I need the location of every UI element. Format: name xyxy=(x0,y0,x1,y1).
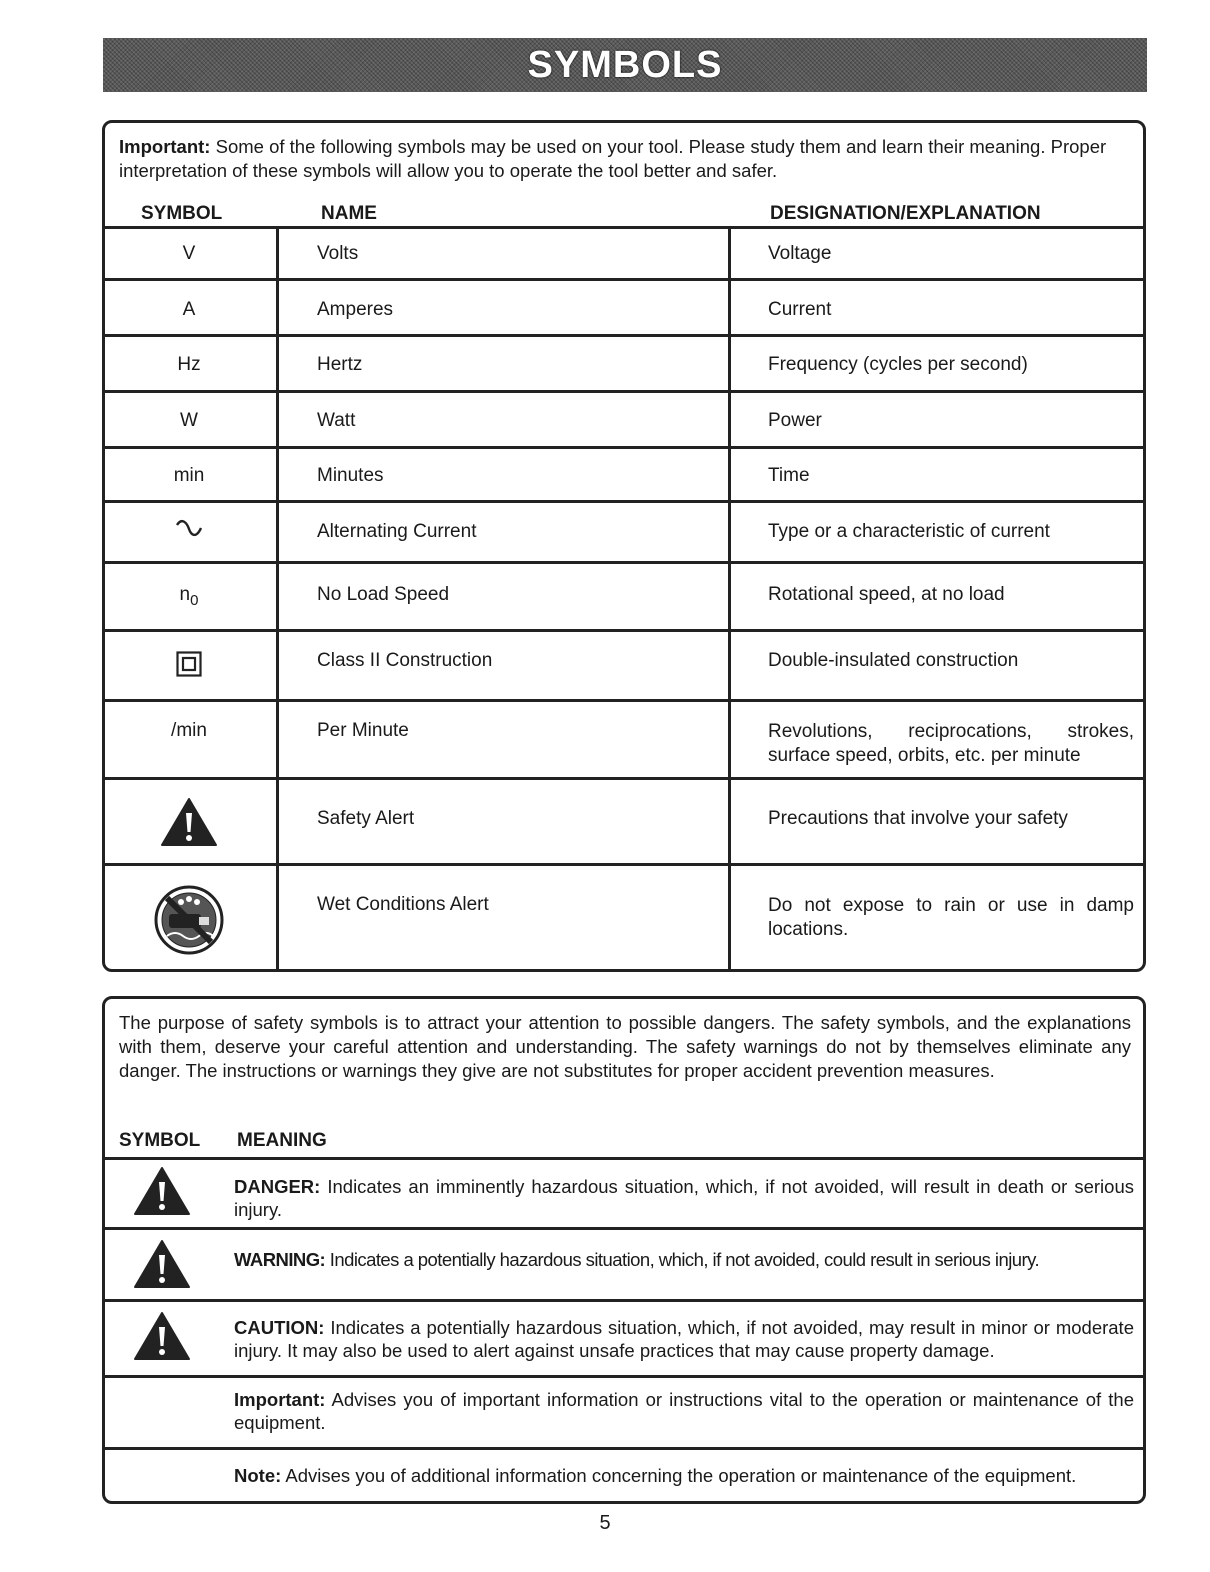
description-cell: Revolutions, reciprocations, strokes, surface speed, orbits, etc. per minute xyxy=(768,721,1134,766)
meaning-label: WARNING: xyxy=(234,1249,326,1270)
name-cell: Safety Alert xyxy=(279,780,731,863)
column-header-name: NAME xyxy=(321,203,377,224)
meaning-text xyxy=(234,1175,1134,1221)
meanings-intro: The purpose of safety symbols is to attract your attention to possible dangers. The safety symbols, and the explanations with them, deserve your careful attention and understanding. The safety warnings do not by themselves eliminate any danger. The instructions or warnings they give are not substitutes for proper accident prevention measures. xyxy=(119,1012,1131,1081)
description-cell: Do not expose to rain or use in damp locations. xyxy=(768,895,1134,940)
danger-alert-icon xyxy=(132,1165,192,1217)
class-ii-construction-icon xyxy=(176,651,202,677)
table-row xyxy=(102,278,1146,334)
meaning-label: CAUTION: xyxy=(234,1317,325,1338)
caution-alert-icon xyxy=(132,1310,192,1362)
name-cell: Class II Construction xyxy=(279,632,731,699)
table-row xyxy=(102,334,1146,390)
intro-label: Important: xyxy=(119,136,211,157)
description-cell: Precautions that involve your safety xyxy=(768,808,1068,829)
description-cell: Type or a characteristic of current xyxy=(768,521,1050,542)
column-header-symbol: SYMBOL xyxy=(119,1130,201,1151)
section-banner xyxy=(103,38,1147,92)
table-row xyxy=(102,500,1146,561)
symbol-cell xyxy=(102,564,279,629)
table-row xyxy=(102,226,1146,278)
safety-alert-icon xyxy=(159,796,219,848)
meaning-text xyxy=(234,1248,1134,1271)
symbol-cell: Hz xyxy=(102,337,279,390)
symbol-cell xyxy=(102,632,279,699)
column-header-meaning: MEANING xyxy=(237,1130,327,1151)
name-cell: Watt xyxy=(279,393,731,446)
description-cell: Double-insulated construction xyxy=(768,650,1019,671)
meaning-row-important xyxy=(102,1375,1146,1447)
meaning-label: Note: xyxy=(234,1465,282,1486)
name-cell: Per Minute xyxy=(279,702,731,777)
meaning-row-danger xyxy=(102,1157,1146,1227)
meaning-label: DANGER: xyxy=(234,1176,321,1197)
symbol-cell xyxy=(102,503,279,561)
name-cell: Minutes xyxy=(279,449,731,500)
page-title: SYMBOLS xyxy=(527,43,723,86)
symbols-intro xyxy=(119,135,1131,183)
meaning-description: Advises you of additional information concerning the operation or maintenance of the equipment. xyxy=(281,1465,1077,1486)
description-cell: Rotational speed, at no load xyxy=(768,584,1005,605)
symbol-cell: /min xyxy=(102,702,279,777)
description-cell: Power xyxy=(768,410,822,431)
symbol-cell: A xyxy=(102,281,279,334)
meaning-description: Indicates a potentially hazardous situation, which, if not avoided, could result in serious injury. xyxy=(325,1249,1040,1270)
table-row xyxy=(102,777,1146,863)
name-cell: Wet Conditions Alert xyxy=(279,866,731,969)
table-row xyxy=(102,390,1146,446)
name-cell: Amperes xyxy=(279,281,731,334)
page-number: 5 xyxy=(599,1512,611,1534)
description-cell: Time xyxy=(768,465,810,486)
symbol-cell xyxy=(102,866,279,969)
symbol-subscript: 0 xyxy=(190,591,199,609)
meaning-description: Indicates a potentially hazardous situation, which, if not avoided, may result in minor or moderate injury. It may also be used to alert against unsafe practices that may cause property damage. xyxy=(234,1317,1134,1361)
table-row xyxy=(102,629,1146,699)
meaning-description: Indicates an imminently hazardous situation, which, if not avoided, will result in death or serious injury. xyxy=(234,1176,1134,1220)
alternating-current-icon xyxy=(174,519,204,539)
warning-alert-icon xyxy=(132,1238,192,1290)
meaning-row-warning xyxy=(102,1227,1146,1299)
name-cell: Alternating Current xyxy=(279,503,731,561)
description-cell: Voltage xyxy=(768,243,832,264)
meaning-text xyxy=(234,1316,1134,1362)
table-row xyxy=(102,446,1146,500)
meaning-label: Important: xyxy=(234,1389,326,1410)
name-cell: Volts xyxy=(279,229,731,278)
description-cell: Current xyxy=(768,299,832,320)
wet-conditions-alert-icon xyxy=(153,884,225,956)
table-row xyxy=(102,699,1146,777)
meaning-text xyxy=(234,1388,1134,1434)
meaning-row-caution xyxy=(102,1299,1146,1375)
table-row xyxy=(102,863,1146,969)
intro-text: Some of the following symbols may be used on your tool. Please study them and learn their meaning. Proper interpretation of these symbols will allow you to operate the tool better and safer. xyxy=(119,136,1107,181)
description-cell: Frequency (cycles per second) xyxy=(768,354,1028,375)
column-header-designation: DESIGNATION/EXPLANATION xyxy=(770,203,1041,224)
symbol-cell: V xyxy=(102,229,279,278)
meaning-text xyxy=(234,1464,1134,1487)
meaning-description: Advises you of important information or instructions vital to the operation or maintenance of the equipment. xyxy=(234,1389,1134,1433)
name-cell: No Load Speed xyxy=(279,564,731,629)
symbol-cell: W xyxy=(102,393,279,446)
symbol-cell: min xyxy=(102,449,279,500)
symbol-text: n xyxy=(179,584,191,605)
column-header-symbol: SYMBOL xyxy=(141,203,223,224)
table-row xyxy=(102,561,1146,629)
meaning-row-note xyxy=(102,1447,1146,1501)
name-cell: Hertz xyxy=(279,337,731,390)
meanings-box xyxy=(102,996,1146,1504)
symbols-table-box xyxy=(102,120,1146,972)
symbol-cell xyxy=(102,780,279,863)
